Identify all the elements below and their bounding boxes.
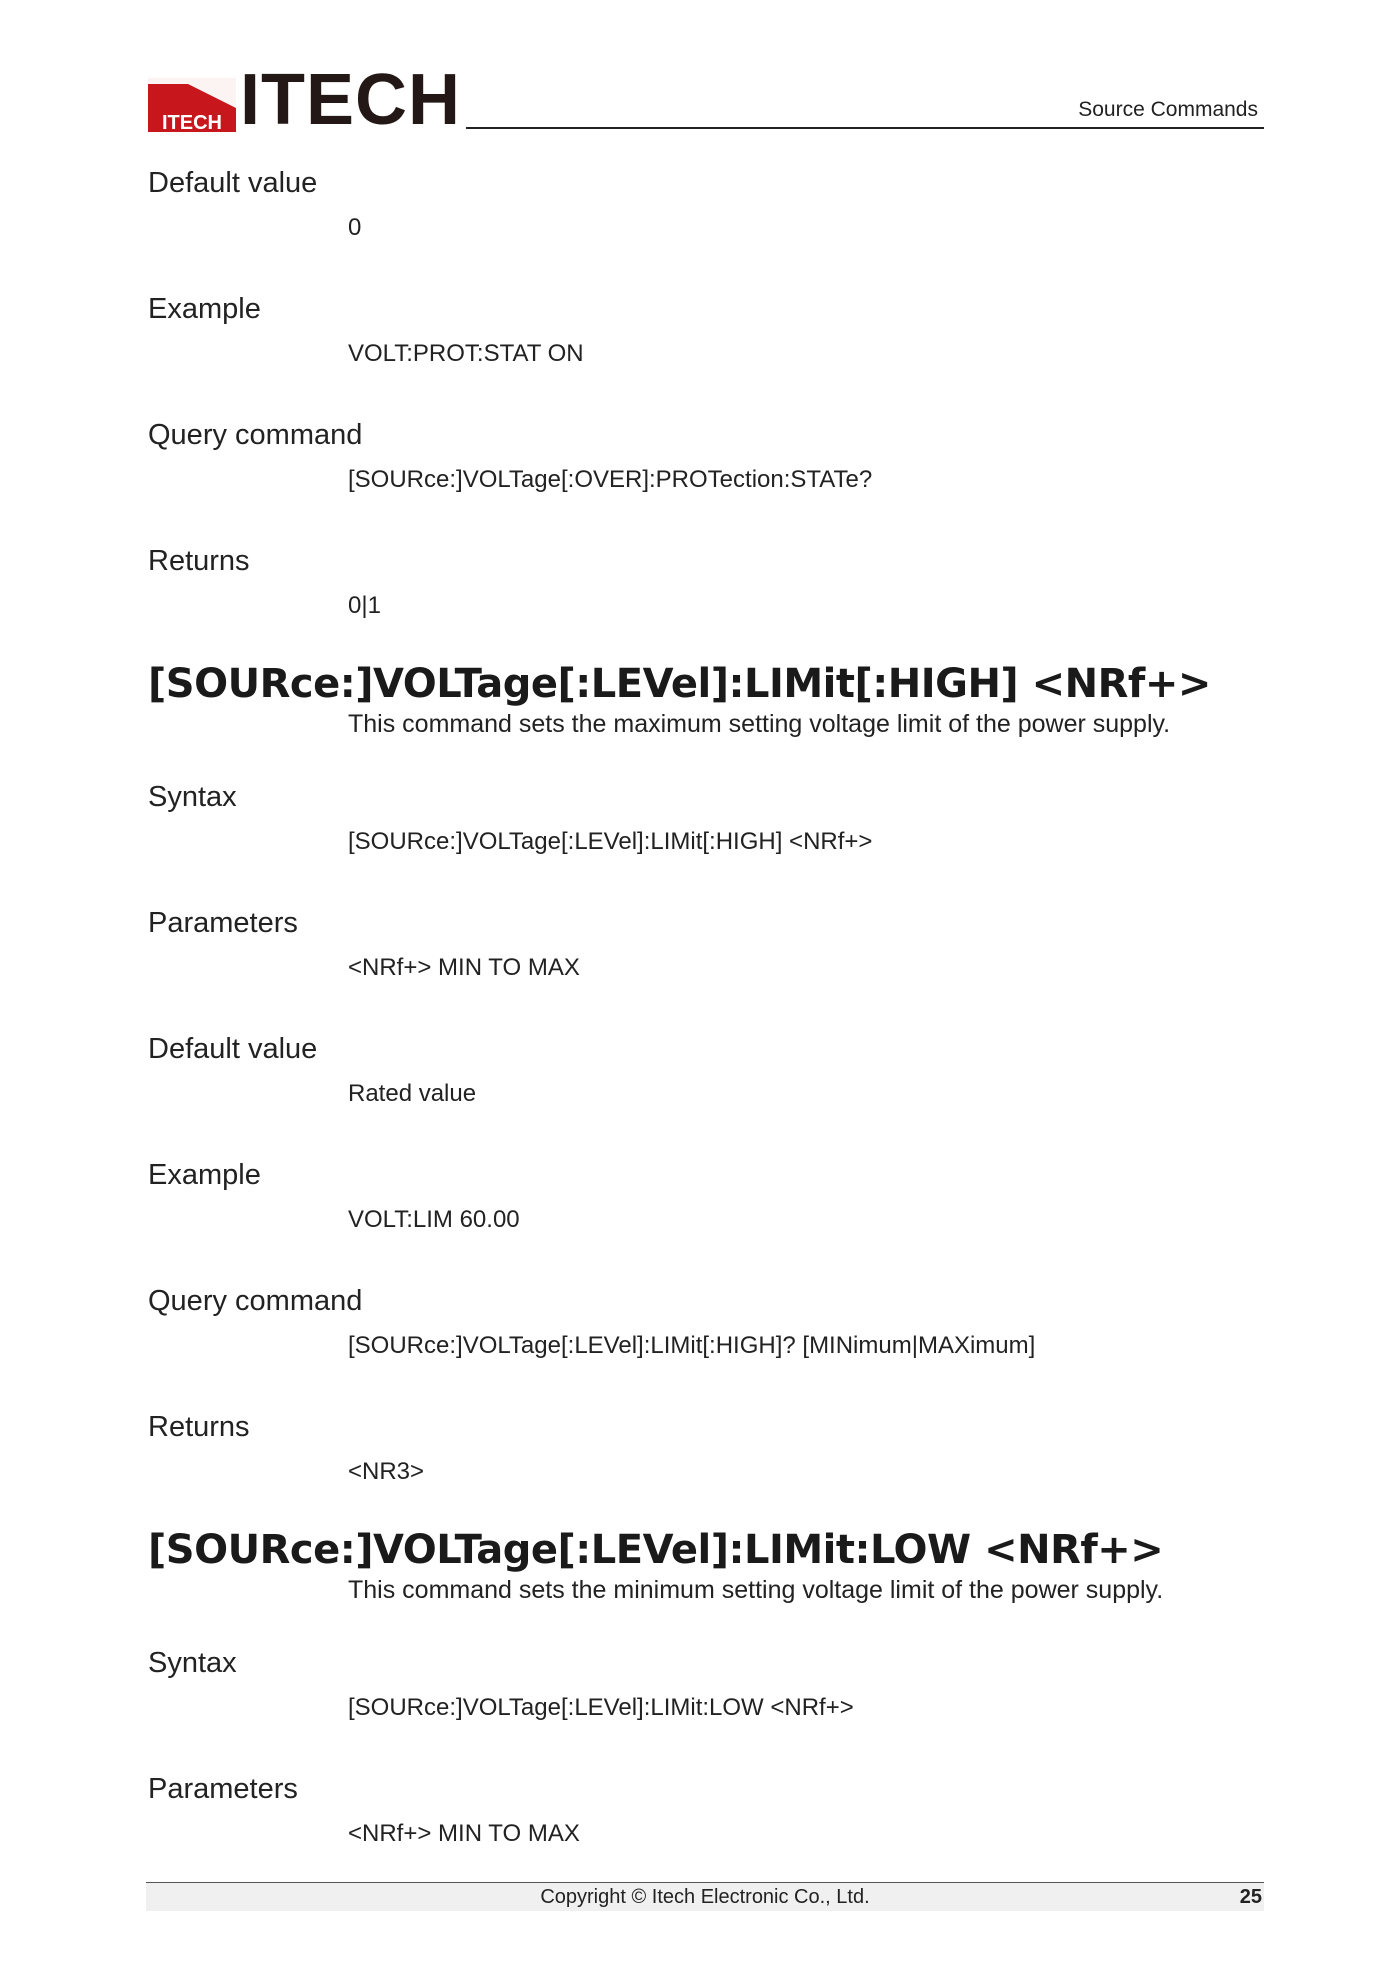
field-default-value bbox=[148, 164, 1264, 244]
page-header bbox=[148, 60, 1264, 140]
field-label: Query command bbox=[148, 1285, 363, 1317]
field-label: Returns bbox=[148, 1411, 250, 1443]
command-header bbox=[148, 1526, 1264, 1606]
field-value: 0 bbox=[348, 214, 362, 241]
field-value: 0|1 bbox=[348, 592, 381, 619]
field-parameters bbox=[148, 1770, 1264, 1850]
field-value: <NRf+> MIN TO MAX bbox=[348, 1820, 580, 1847]
field-value: [SOURce:]VOLTage[:OVER]:PROTection:STATe? bbox=[348, 466, 873, 493]
field-query-command bbox=[148, 416, 1264, 496]
command-title: [SOURce:]VOLTage[:LEVel]:LIMit[:HIGH] <NRf+> bbox=[148, 661, 1211, 707]
field-value: [SOURce:]VOLTage[:LEVel]:LIMit:LOW <NRf+> bbox=[348, 1694, 854, 1721]
field-label: Returns bbox=[148, 545, 250, 577]
field-default-value bbox=[148, 1030, 1264, 1110]
field-label: Query command bbox=[148, 419, 363, 451]
command-description: This command sets the minimum setting voltage limit of the power supply. bbox=[348, 1576, 1164, 1604]
field-example bbox=[148, 290, 1264, 370]
field-label: Example bbox=[148, 1159, 261, 1191]
field-example bbox=[148, 1156, 1264, 1236]
command-description: This command sets the maximum setting voltage limit of the power supply. bbox=[348, 710, 1171, 738]
command-section bbox=[148, 1526, 1264, 1850]
field-label: Example bbox=[148, 293, 261, 325]
header-divider bbox=[466, 127, 1264, 129]
field-value: VOLT:LIM 60.00 bbox=[348, 1206, 520, 1233]
command-title: [SOURce:]VOLTage[:LEVel]:LIMit:LOW <NRf+> bbox=[148, 1527, 1164, 1573]
field-label: Default value bbox=[148, 1033, 318, 1065]
field-value: VOLT:PROT:STAT ON bbox=[348, 340, 584, 367]
field-syntax bbox=[148, 778, 1264, 858]
command-section bbox=[148, 660, 1264, 1488]
field-label: Parameters bbox=[148, 907, 298, 939]
field-returns bbox=[148, 542, 1264, 622]
section-title: Source Commands bbox=[1078, 98, 1258, 121]
logo-mark-icon bbox=[148, 78, 236, 132]
field-parameters bbox=[148, 904, 1264, 984]
field-label: Default value bbox=[148, 167, 318, 199]
copyright-text: Copyright © Itech Electronic Co., Ltd. bbox=[540, 1886, 870, 1908]
field-label: Syntax bbox=[148, 1647, 237, 1679]
itech-logo bbox=[148, 60, 468, 140]
field-label: Parameters bbox=[148, 1773, 298, 1805]
field-value: <NR3> bbox=[348, 1458, 425, 1485]
field-syntax bbox=[148, 1644, 1264, 1724]
page-footer bbox=[146, 1882, 1264, 1912]
document-body bbox=[148, 164, 1264, 1896]
field-query-command bbox=[148, 1282, 1264, 1362]
field-value: [SOURce:]VOLTage[:LEVel]:LIMit[:HIGH]? [MINimum|MAXimum] bbox=[348, 1332, 1036, 1359]
logo-wordmark: ITECH bbox=[240, 60, 461, 140]
logo-mark-text: ITECH bbox=[162, 112, 222, 132]
field-label: Syntax bbox=[148, 781, 237, 813]
command-header bbox=[148, 660, 1264, 740]
field-returns bbox=[148, 1408, 1264, 1488]
top-section bbox=[148, 164, 1264, 622]
page-number: 25 bbox=[1239, 1886, 1262, 1908]
field-value: [SOURce:]VOLTage[:LEVel]:LIMit[:HIGH] <NRf+> bbox=[348, 828, 873, 855]
field-value: <NRf+> MIN TO MAX bbox=[348, 954, 580, 981]
field-value: Rated value bbox=[348, 1080, 477, 1107]
